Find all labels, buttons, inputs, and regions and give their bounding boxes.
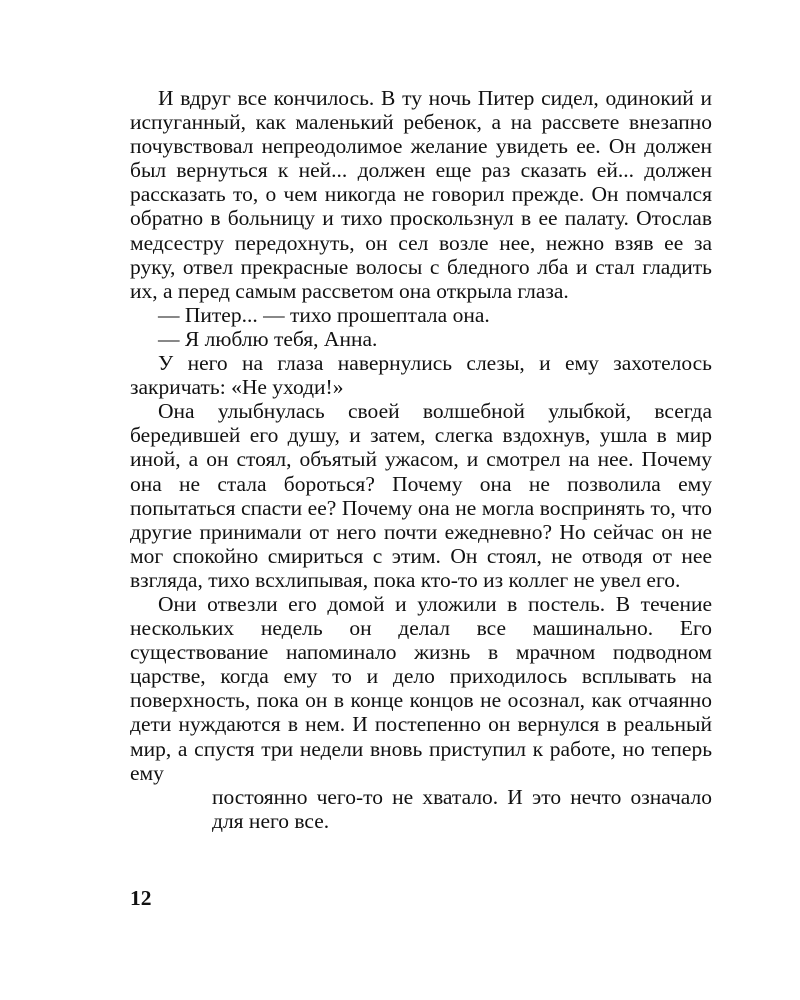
paragraph: Она улыбнулась своей волшебной улыбкой, всегда бередившей его душу, и затем, слегка вздохнув, ушла в мир иной, а он стоял, объятый ужасом, и смотрел на нее. Почему она не стала бороться? Почему она не позволила ему попытаться спасти ее? Почему она не могла воспринять то, что другие принимали от него почти ежедневно? Но сейчас он не мог спокойно смириться с этим. Он стоял, не отводя от нее взгляда, тихо всхлипывая, пока кто-то из коллег не увел его. [130, 399, 712, 592]
paragraph: У него на глаза навернулись слезы, и ему захотелось закричать: «Не уходи!» [130, 351, 712, 400]
paragraph-continuation: постоянно чего-то не хватало. И это нечто означало для него все. [212, 784, 712, 833]
dialogue-line: — Я люблю тебя, Анна. [158, 326, 378, 351]
dialogue-line: — Питер... — тихо прошептала она. [158, 302, 490, 327]
paragraph: Они отвезли его домой и уложили в постель. В течение нескольких недель он делал все машинально. Его существование напоминало жизнь в мрачном подводном царстве, когда ему то и дело приходилось всплывать на поверхность, пока он в конце концов не осознал, как отчаянно дети нуждаются в нем. И постепенно он вернулся в реальный мир, а спустя три недели вновь приступил к работе, но теперь ему [130, 591, 712, 785]
body-text [130, 86, 712, 833]
paragraph: И вдруг все кончилось. В ту ночь Питер сидел, одинокий и испуганный, как маленький ребенок, а на рассвете внезапно почувствовал непреодолимое желание увидеть ее. Он должен был вернуться к ней... должен еще раз сказать ей... должен рассказать то, о чем никогда не говорил прежде. Он помчался обратно в больницу и тихо проскользнул в ее палату. Отослав медсестру передохнуть, он сел возле нее, нежно взяв ее за руку, отвел прекрасные волосы с бледного лба и стал гладить их, а перед самым рассветом она открыла глаза. [130, 86, 712, 303]
page-number: 12 [130, 886, 152, 910]
